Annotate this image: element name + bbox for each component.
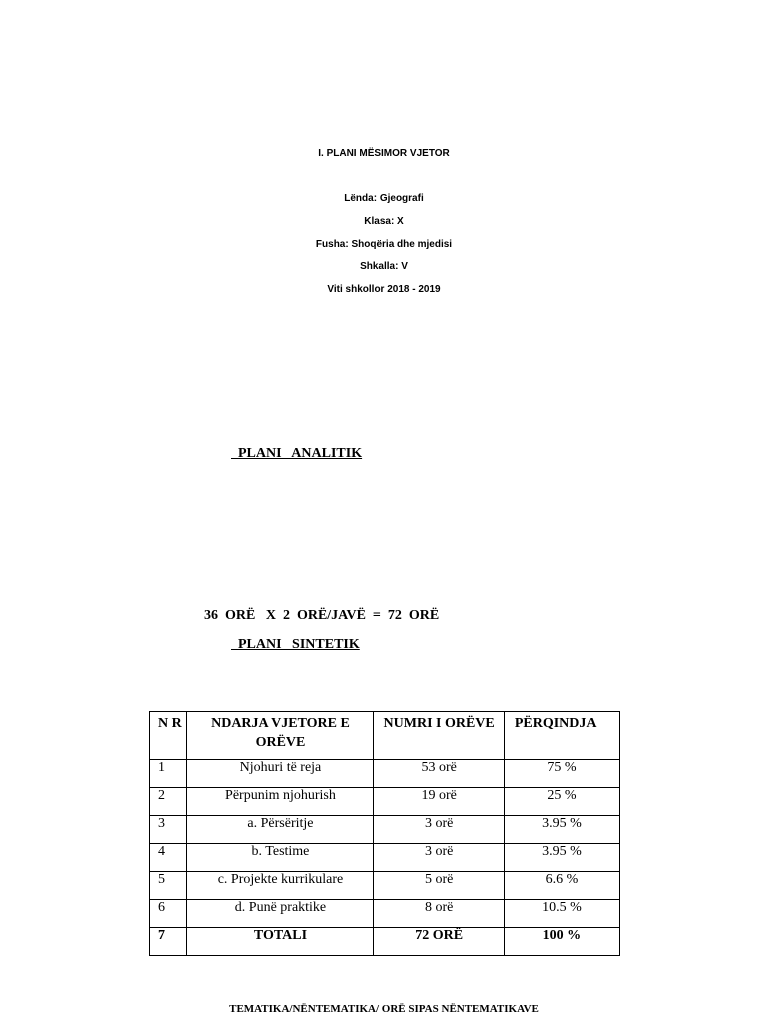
cell-percent: 3.95 % <box>504 816 619 844</box>
class-line: Klasa: X <box>364 216 404 227</box>
table-row <box>150 900 620 928</box>
thematic-section-title: TEMATIKA/NËNTEMATIKA/ ORË SIPAS NËNTEMATIKAVE <box>229 1003 539 1015</box>
cell-hours: 5 orë <box>374 872 504 900</box>
header-hours: NUMRI I ORËVE <box>374 712 504 760</box>
cell-hours: 19 orë <box>374 788 504 816</box>
synthetic-plan-table <box>149 711 620 956</box>
table-row <box>150 788 620 816</box>
hours-formula: 36 ORË X 2 ORË/JAVË = 72 ORË <box>204 608 440 623</box>
cell-percent: 75 % <box>504 760 619 788</box>
table-row <box>150 760 620 788</box>
cell-nr: 4 <box>150 844 187 872</box>
analytic-plan-heading: PLANI ANALITIK <box>231 446 363 461</box>
school-year-line: Viti shkollor 2018 - 2019 <box>327 284 441 295</box>
cell-division: Njohuri të reja <box>187 760 374 788</box>
cell-hours: 3 orë <box>374 844 504 872</box>
cell-division: d. Punë praktike <box>187 900 374 928</box>
cell-hours: 53 orë <box>374 760 504 788</box>
subject-line: Lënda: Gjeografi <box>344 193 424 204</box>
cell-nr: 1 <box>150 760 187 788</box>
field-line: Fusha: Shoqëria dhe mjedisi <box>315 239 453 250</box>
cell-percent: 25 % <box>504 788 619 816</box>
cell-division: b. Testime <box>187 844 374 872</box>
header-division: NDARJA VJETORE E ORËVE <box>187 712 374 760</box>
table-total-row <box>150 928 620 956</box>
total-label: TOTALI <box>187 928 374 956</box>
header-percent: PËRQINDJA <box>504 712 619 760</box>
cell-division: Përpunim njohurish <box>187 788 374 816</box>
total-hours: 72 ORË <box>374 928 504 956</box>
cell-nr: 2 <box>150 788 187 816</box>
synthetic-plan-heading: PLANI SINTETIK <box>231 637 360 652</box>
cell-nr: 3 <box>150 816 187 844</box>
cell-percent: 3.95 % <box>504 844 619 872</box>
cell-hours: 3 orë <box>374 816 504 844</box>
cell-percent: 6.6 % <box>504 872 619 900</box>
header-nr: N R <box>150 712 187 760</box>
total-percent: 100 % <box>504 928 619 956</box>
table-row <box>150 872 620 900</box>
table-row <box>150 816 620 844</box>
total-nr: 7 <box>150 928 187 956</box>
table-row <box>150 844 620 872</box>
scale-line: Shkalla: V <box>360 261 408 272</box>
cell-nr: 6 <box>150 900 187 928</box>
table-header-row <box>150 712 620 760</box>
cell-division: a. Përsëritje <box>187 816 374 844</box>
cell-hours: 8 orë <box>374 900 504 928</box>
document-title: I. PLANI MËSIMOR VJETOR <box>318 148 450 159</box>
cell-nr: 5 <box>150 872 187 900</box>
cell-division: c. Projekte kurrikulare <box>187 872 374 900</box>
cell-percent: 10.5 % <box>504 900 619 928</box>
